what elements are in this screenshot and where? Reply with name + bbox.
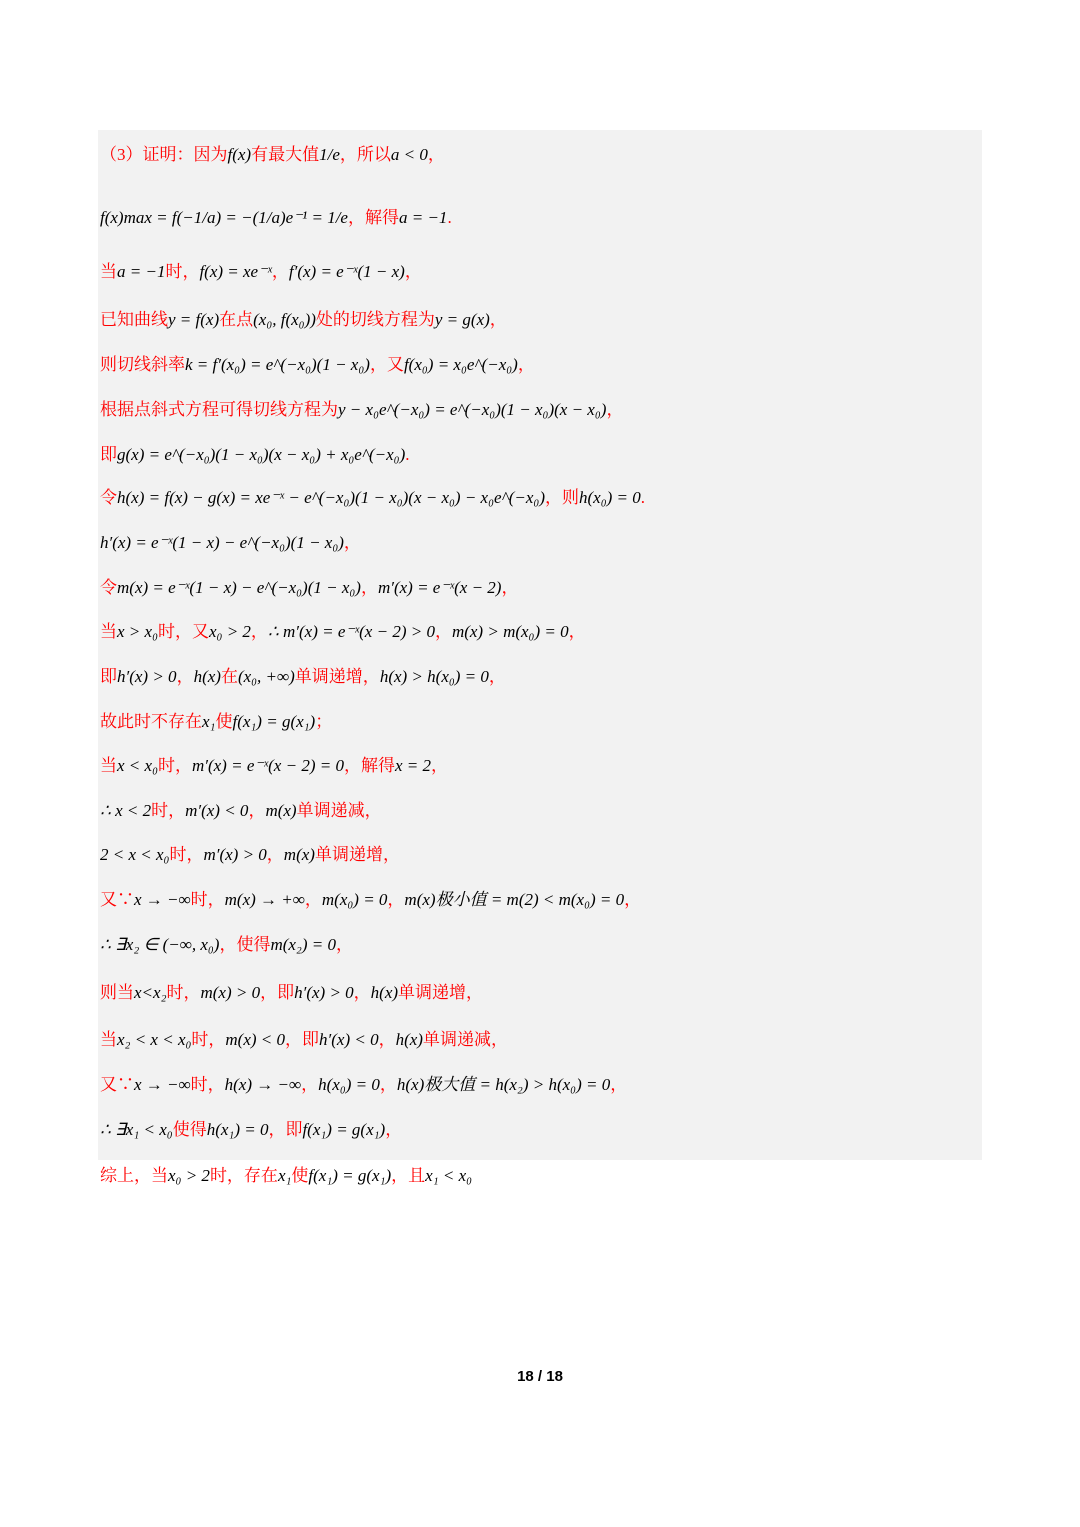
math-expression: x > x₀ (117, 622, 158, 641)
math-expression: f(x₀) = x₀e^(−x₀) (403, 355, 518, 374)
text-segment: 使得 (172, 1120, 207, 1139)
solution-line (100, 1065, 627, 1105)
math-expression: a = −1 (117, 262, 166, 281)
math-expression: k = f′(x₀) = e^(−x₀)(1 − x₀) (185, 355, 370, 374)
math-expression: f(x) = xe⁻ˣ (199, 262, 272, 281)
text-segment: 使 (215, 712, 233, 731)
text-segment: 时，又 (157, 622, 209, 641)
math-expression: a = −1 (398, 208, 448, 227)
math-expression: m(x) < 0 (225, 1030, 286, 1049)
math-expression: x<x₂ (134, 983, 167, 1002)
text-segment: ， (387, 890, 405, 909)
math-expression: ∴ m′(x) = e⁻ˣ(x − 2) > 0 (267, 622, 435, 641)
math-expression: h(x₀) = 0 (318, 1075, 380, 1094)
text-segment: 当 (100, 1030, 117, 1049)
math-expression: ∴ ∃x₂ ∈ (−∞, x₀) (100, 935, 220, 954)
text-segment: 单调递增， (398, 983, 484, 1002)
solution-line (100, 135, 445, 175)
math-expression: h′(x) = e⁻ˣ(1 − x) − e^(−x₀)(1 − x₀) (100, 533, 344, 552)
text-segment: （3）证明：因为 (100, 145, 228, 164)
math-expression: g(x) = e^(−x₀)(1 − x₀)(x − x₀) + x₀e^(−x₀) (117, 445, 406, 464)
text-segment: 故此时不存在 (100, 712, 202, 731)
math-expression: x₂ < x < x₀ (117, 1030, 192, 1049)
math-expression: h(x)极大值 = h(x₂) > h(x₀) = 0 (396, 1075, 611, 1094)
solution-line (100, 925, 353, 965)
text-segment: ， (427, 145, 445, 164)
text-segment: ， (335, 935, 353, 954)
text-segment: ， (360, 578, 378, 597)
solution-line (100, 1110, 402, 1150)
text-segment: ，即 (260, 983, 295, 1002)
math-expression: m(x) > 0 (200, 983, 261, 1002)
solution-line (100, 702, 332, 742)
text-segment: 单调递增， (314, 845, 400, 864)
text-segment: 时， (190, 1075, 225, 1094)
text-segment: 单调递减， (296, 801, 382, 820)
math-expression: h(x₁) = 0 (206, 1120, 269, 1139)
text-segment: ， (489, 310, 507, 329)
math-expression: f(x₁) = g(x₁) (232, 712, 316, 731)
math-expression: (x₀, +∞) (237, 667, 295, 686)
text-segment: ， (176, 667, 194, 686)
text-segment: ， (343, 533, 361, 552)
text-segment: ，又 (369, 355, 404, 374)
math-expression: ∴ x < 2 (100, 801, 152, 820)
text-segment: 又∵ (100, 1075, 134, 1094)
math-expression: f(x) (227, 145, 252, 164)
math-expression: f′(x) = e⁻ˣ(1 − x) (288, 262, 405, 281)
math-expression: h′(x) > 0 (117, 667, 177, 686)
math-expression: a < 0 (390, 145, 428, 164)
math-expression: f(x)max = f(−1/a) = −(1/a)e⁻¹ = 1/e (100, 208, 348, 227)
text-segment: 在点 (219, 310, 254, 329)
text-segment: 令 (100, 488, 117, 507)
text-segment: ， (378, 1030, 396, 1049)
text-segment: 使 (291, 1166, 309, 1185)
math-expression: x → −∞ (134, 890, 191, 909)
solution-line (100, 345, 535, 385)
text-segment: ， (385, 1120, 403, 1139)
text-segment: ， (501, 578, 519, 597)
math-expression: x = 2 (394, 756, 431, 775)
solution-line (100, 435, 410, 475)
page-number: 18 / 18 (517, 1368, 563, 1385)
text-segment: ； (315, 712, 333, 731)
math-expression: x₁ < x₀ (425, 1166, 473, 1185)
solution-line (100, 300, 507, 340)
math-expression: x₀ > 2 (168, 1166, 210, 1185)
math-expression: m′(x) = e⁻ˣ(x − 2) (377, 578, 502, 597)
math-expression: 2 < x < x₀ (100, 845, 170, 864)
text-segment: 综上，当 (100, 1166, 168, 1185)
math-expression: y = g(x) (434, 310, 490, 329)
text-segment: ， (248, 801, 266, 820)
text-segment: ，且 (391, 1166, 426, 1185)
math-expression: 1/e (319, 145, 340, 164)
text-segment: 时， (166, 983, 201, 1002)
solution-line (100, 523, 361, 563)
solution-line (100, 478, 645, 518)
solution-line (100, 835, 400, 875)
solution-line (100, 198, 452, 238)
text-segment: ， (271, 262, 289, 281)
math-expression: f(x₁) = g(x₁) (308, 1166, 392, 1185)
text-segment: ，所以 (339, 145, 391, 164)
math-expression: m′(x) < 0 (185, 801, 249, 820)
text-segment: ， (353, 983, 371, 1002)
math-expression: (x₀, f(x₀)) (253, 310, 316, 329)
text-segment: ， (624, 890, 642, 909)
text-segment: ， (404, 262, 422, 281)
text-segment: ， (301, 1075, 319, 1094)
text-segment: ， (430, 756, 448, 775)
solution-line (100, 568, 518, 608)
solution-line (100, 791, 382, 831)
text-segment: ，则 (544, 488, 579, 507)
text-segment: ， (517, 355, 535, 374)
math-expression: m(x) > m(x₀) = 0 (451, 622, 569, 641)
text-segment: . (405, 445, 410, 464)
math-expression: x → −∞ (134, 1075, 191, 1094)
text-segment: ， (568, 622, 586, 641)
text-segment: 处的切线方程为 (315, 310, 435, 329)
math-expression: m(x₂) = 0 (270, 935, 336, 954)
text-segment: 令 (100, 578, 117, 597)
math-expression: h(x₀) = 0 (578, 488, 641, 507)
math-expression: h′(x) > 0 (294, 983, 354, 1002)
text-segment: 即 (100, 445, 117, 464)
math-expression: m(x) (265, 801, 297, 820)
math-expression: ∴ ∃x₁ < x₀ (100, 1120, 173, 1139)
math-expression: h(x) (193, 667, 221, 686)
text-segment: ， (610, 1075, 628, 1094)
text-segment: ，解得 (343, 756, 395, 775)
solution-line (100, 657, 506, 697)
solution-line (100, 880, 641, 920)
math-expression: h(x) = f(x) − g(x) = xe⁻ˣ − e^(−x₀)(1 − x₀)(x − x₀) − x₀e^(−x₀) (117, 488, 545, 507)
math-expression: x < x₀ (117, 756, 158, 775)
text-segment: ，使得 (219, 935, 271, 954)
math-expression: h(x) → −∞ (224, 1075, 302, 1094)
math-expression: m(x) = e⁻ˣ(1 − x) − e^(−x₀)(1 − x₀) (117, 578, 361, 597)
solution-line (100, 746, 448, 786)
math-expression: y − x₀e^(−x₀) = e^(−x₀)(1 − x₀)(x − x₀) (338, 400, 607, 419)
solution-line (100, 1156, 472, 1196)
math-expression: m(x) → +∞ (224, 890, 305, 909)
text-segment: ， (266, 845, 284, 864)
text-segment: 时， (191, 1030, 226, 1049)
text-segment: ， (606, 400, 624, 419)
text-segment: ，即 (285, 1030, 320, 1049)
text-segment: ， (488, 667, 506, 686)
math-expression: h(x) > h(x₀) = 0 (379, 667, 489, 686)
text-segment: ，即 (268, 1120, 303, 1139)
math-expression: h(x) (395, 1030, 423, 1049)
solution-line (100, 612, 586, 652)
text-segment: ， (434, 622, 452, 641)
math-expression: h(x) (370, 983, 399, 1002)
solution-line (100, 973, 483, 1013)
text-segment: 有最大值 (251, 145, 320, 164)
text-segment: 则切线斜率 (100, 355, 185, 374)
text-segment: 当 (100, 262, 117, 281)
math-expression: x₀ > 2 (208, 622, 251, 641)
math-expression: x₁ (277, 1166, 292, 1185)
solution-line (100, 390, 623, 430)
text-segment: 单调递减， (422, 1030, 508, 1049)
math-expression: m′(x) > 0 (203, 845, 267, 864)
math-expression: m(x₀) = 0 (321, 890, 388, 909)
text-segment: 已知曲线 (100, 310, 168, 329)
text-segment: 即 (100, 667, 117, 686)
math-expression: x₁ (202, 712, 216, 731)
text-segment: 时， (157, 756, 192, 775)
text-segment: 时， (151, 801, 186, 820)
text-segment: ， (304, 890, 322, 909)
math-expression: m′(x) = e⁻ˣ(x − 2) = 0 (191, 756, 344, 775)
text-segment: 时，存在 (209, 1166, 278, 1185)
text-segment: 单调递增， (294, 667, 380, 686)
text-segment: 则当 (100, 983, 134, 1002)
text-segment: . (640, 488, 645, 507)
math-expression: h′(x) < 0 (319, 1030, 379, 1049)
text-segment: 根据点斜式方程可得切线方程为 (100, 400, 338, 419)
solution-line (100, 252, 422, 292)
text-segment: ， (250, 622, 268, 641)
text-segment: ， (379, 1075, 397, 1094)
text-segment: 又∵ (100, 890, 134, 909)
text-segment: 时， (190, 890, 225, 909)
text-segment: . (447, 208, 452, 227)
math-expression: m(x) (283, 845, 315, 864)
math-expression: f(x₁) = g(x₁) (302, 1120, 386, 1139)
math-expression: m(x)极小值 = m(2) < m(x₀) = 0 (404, 890, 625, 909)
text-segment: 时， (165, 262, 200, 281)
solution-line (100, 1020, 508, 1060)
text-segment: 在 (220, 667, 238, 686)
text-segment: 当 (100, 622, 117, 641)
text-segment: ，解得 (347, 208, 399, 227)
math-expression: y = f(x) (168, 310, 220, 329)
text-segment: 时， (169, 845, 204, 864)
text-segment: 当 (100, 756, 117, 775)
